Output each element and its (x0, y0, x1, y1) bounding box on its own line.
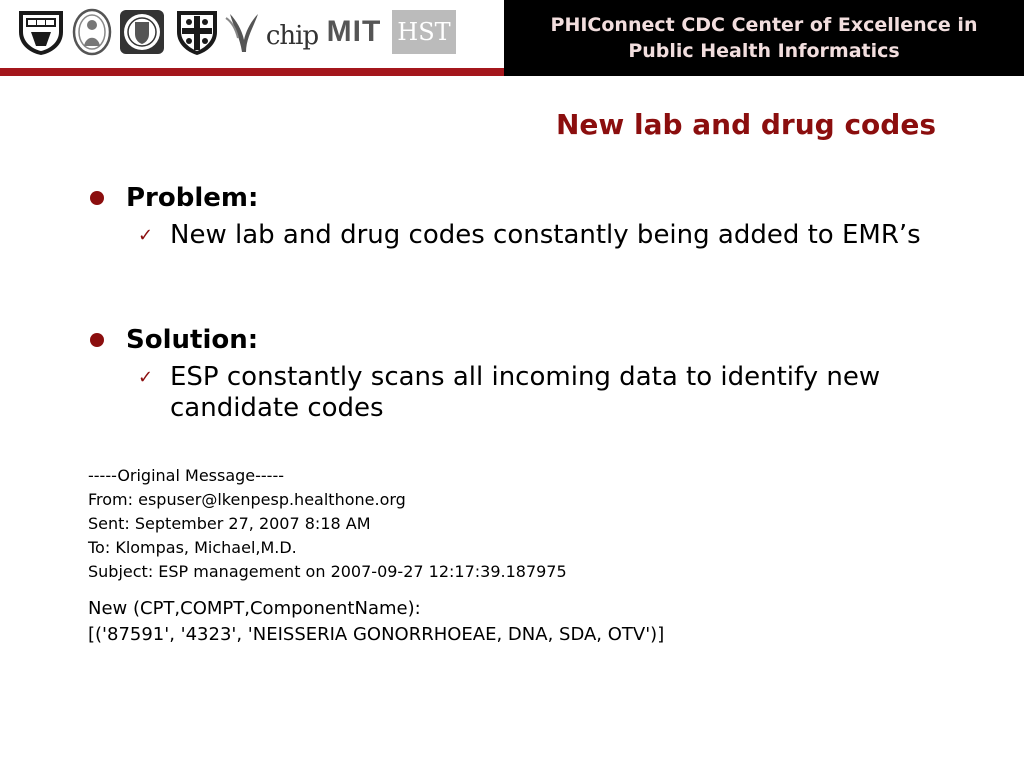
chip-logo (266, 8, 318, 56)
bullet-dot-icon (90, 191, 104, 205)
solution-text: ESP constantly scans all incoming data to identify new candidate codes (170, 362, 881, 423)
hst-logo-text: HST (397, 18, 451, 46)
logo-strip (0, 0, 504, 68)
solution-label: Solution: (126, 325, 259, 355)
email-new-value: [('87591', '4323', 'NEISSERIA GONORRHOEAE, DNA, SDA, OTV')] (88, 624, 665, 645)
oval-seal-logo (72, 8, 112, 56)
email-subject: Subject: ESP management on 2007-09-27 12:17:39.187975 (88, 562, 567, 581)
crossed-shield-logo (174, 8, 220, 56)
mit-logo-text: MIT (326, 15, 382, 48)
email-excerpt (88, 464, 988, 648)
email-new-heading: New (CPT,COMPT,ComponentName): (88, 598, 421, 619)
slide-header (0, 0, 1024, 76)
harvard-shield-logo (16, 8, 66, 56)
checkmark-icon: ✓ (138, 225, 154, 246)
header-red-bar (0, 68, 504, 76)
chip-logo-text: chip (265, 21, 319, 51)
header-title-line-1: PHIConnect CDC Center of Excellence in (550, 14, 978, 36)
crest-seal-logo (118, 8, 166, 56)
email-sent: Sent: September 27, 2007 8:18 AM (88, 514, 371, 533)
email-spacer (88, 584, 988, 596)
checkmark-icon: ✓ (138, 367, 154, 388)
leaf-logo (224, 8, 262, 56)
email-from: From: espuser@lkenpesp.healthone.org (88, 490, 406, 509)
hst-logo (392, 10, 456, 54)
problem-label: Problem: (126, 183, 259, 213)
header-title-block (504, 0, 1024, 76)
slide-title: New lab and drug codes (555, 108, 936, 141)
mit-logo (322, 8, 386, 56)
header-title-line-2: Public Health Informatics (628, 40, 900, 62)
bullet-dot-icon (90, 333, 104, 347)
email-header-line: -----Original Message----- (88, 466, 284, 485)
email-to: To: Klompas, Michael,M.D. (88, 538, 297, 557)
problem-text: New lab and drug codes constantly being added to EMR’s (170, 220, 921, 250)
